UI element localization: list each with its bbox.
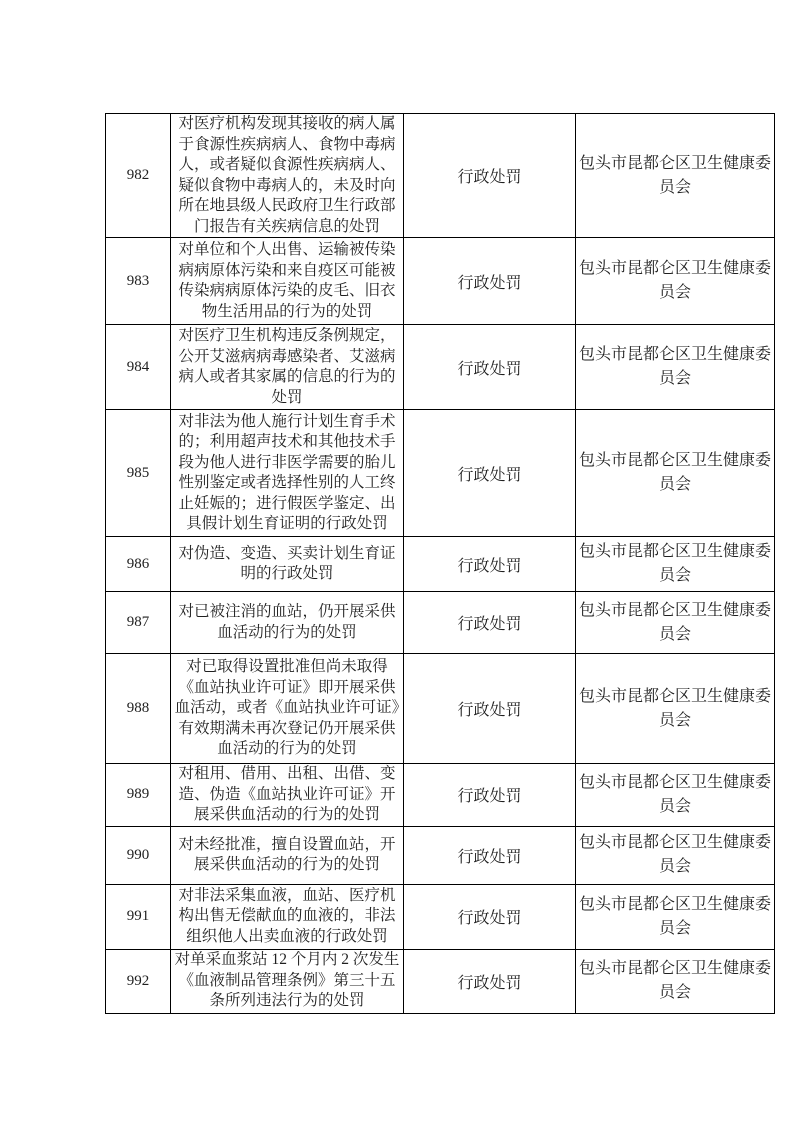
- authority-cell: 包头市昆都仑区卫生健康委员会: [576, 764, 775, 827]
- table-row: [106, 114, 775, 238]
- authority-cell: 包头市昆都仑区卫生健康委员会: [576, 884, 775, 949]
- table-row: [106, 654, 775, 764]
- authority-cell: 包头市昆都仑区卫生健康委员会: [576, 537, 775, 592]
- table-row: [106, 410, 775, 537]
- row-number-cell: 989: [106, 764, 171, 827]
- authority-cell: 包头市昆都仑区卫生健康委员会: [576, 325, 775, 410]
- penalty-type-cell: 行政处罚: [404, 826, 576, 884]
- matter-cell: 对非法为他人施行计划生育手术的；利用超声技术和其他技术手段为他人进行非医学需要的胎儿性别鉴定或者选择性别的人工终止妊娠的；进行假医学鉴定、出具假计划生育证明的行政处罚: [171, 410, 404, 537]
- matter-cell: 对医疗卫生机构违反条例规定，公开艾滋病病毒感染者、艾滋病病人或者其家属的信息的行为的处罚: [171, 325, 404, 410]
- row-number-cell: 988: [106, 654, 171, 764]
- row-number-cell: 990: [106, 826, 171, 884]
- row-number-cell: 987: [106, 592, 171, 654]
- table-row: [106, 949, 775, 1013]
- row-number-cell: 986: [106, 537, 171, 592]
- penalty-type-cell: 行政处罚: [404, 410, 576, 537]
- matter-cell: 对单位和个人出售、运输被传染病病原体污染和来自疫区可能被传染病病原体污染的皮毛、旧衣物生活用品的行为的处罚: [171, 238, 404, 325]
- authority-cell: 包头市昆都仑区卫生健康委员会: [576, 592, 775, 654]
- matter-cell: 对伪造、变造、买卖计划生育证明的行政处罚: [171, 537, 404, 592]
- penalty-table-body: [106, 114, 775, 1014]
- row-number-cell: 984: [106, 325, 171, 410]
- row-number-cell: 983: [106, 238, 171, 325]
- table-row: [106, 325, 775, 410]
- authority-cell: 包头市昆都仑区卫生健康委员会: [576, 410, 775, 537]
- matter-cell: 对已取得设置批准但尚未取得《血站执业许可证》即开展采供血活动，或者《血站执业许可证》有效期满未再次登记仍开展采供血活动的行为的处罚: [171, 654, 404, 764]
- penalty-type-cell: 行政处罚: [404, 114, 576, 238]
- penalty-type-cell: 行政处罚: [404, 325, 576, 410]
- penalty-items-table: [105, 113, 775, 1014]
- authority-cell: 包头市昆都仑区卫生健康委员会: [576, 949, 775, 1013]
- row-number-cell: 982: [106, 114, 171, 238]
- row-number-cell: 992: [106, 949, 171, 1013]
- penalty-type-cell: 行政处罚: [404, 238, 576, 325]
- table-row: [106, 537, 775, 592]
- matter-cell: 对非法采集血液，血站、医疗机构出售无偿献血的血液的，非法组织他人出卖血液的行政处罚: [171, 884, 404, 949]
- matter-cell: 对已被注消的血站，仍开展采供血活动的行为的处罚: [171, 592, 404, 654]
- matter-cell: 对未经批准，擅自设置血站，开展采供血活动的行为的处罚: [171, 826, 404, 884]
- row-number-cell: 991: [106, 884, 171, 949]
- table-row: [106, 592, 775, 654]
- penalty-type-cell: 行政处罚: [404, 537, 576, 592]
- table-row: [106, 884, 775, 949]
- penalty-type-cell: 行政处罚: [404, 764, 576, 827]
- table-row: [106, 826, 775, 884]
- matter-cell: 对医疗机构发现其接收的病人属于食源性疾病病人、食物中毒病人，或者疑似食源性疾病病人、疑似食物中毒病人的，未及时向所在地县级人民政府卫生行政部门报告有关疾病信息的处罚: [171, 114, 404, 238]
- authority-cell: 包头市昆都仑区卫生健康委员会: [576, 654, 775, 764]
- table-row: [106, 238, 775, 325]
- authority-cell: 包头市昆都仑区卫生健康委员会: [576, 114, 775, 238]
- matter-cell: 对租用、借用、出租、出借、变造、伪造《血站执业许可证》开展采供血活动的行为的处罚: [171, 764, 404, 827]
- penalty-type-cell: 行政处罚: [404, 654, 576, 764]
- matter-cell: 对单采血浆站 12 个月内 2 次发生《血液制品管理条例》第三十五条所列违法行为的处罚: [171, 949, 404, 1013]
- penalty-type-cell: 行政处罚: [404, 592, 576, 654]
- authority-cell: 包头市昆都仑区卫生健康委员会: [576, 826, 775, 884]
- row-number-cell: 985: [106, 410, 171, 537]
- penalty-type-cell: 行政处罚: [404, 949, 576, 1013]
- penalty-type-cell: 行政处罚: [404, 884, 576, 949]
- table-row: [106, 764, 775, 827]
- authority-cell: 包头市昆都仑区卫生健康委员会: [576, 238, 775, 325]
